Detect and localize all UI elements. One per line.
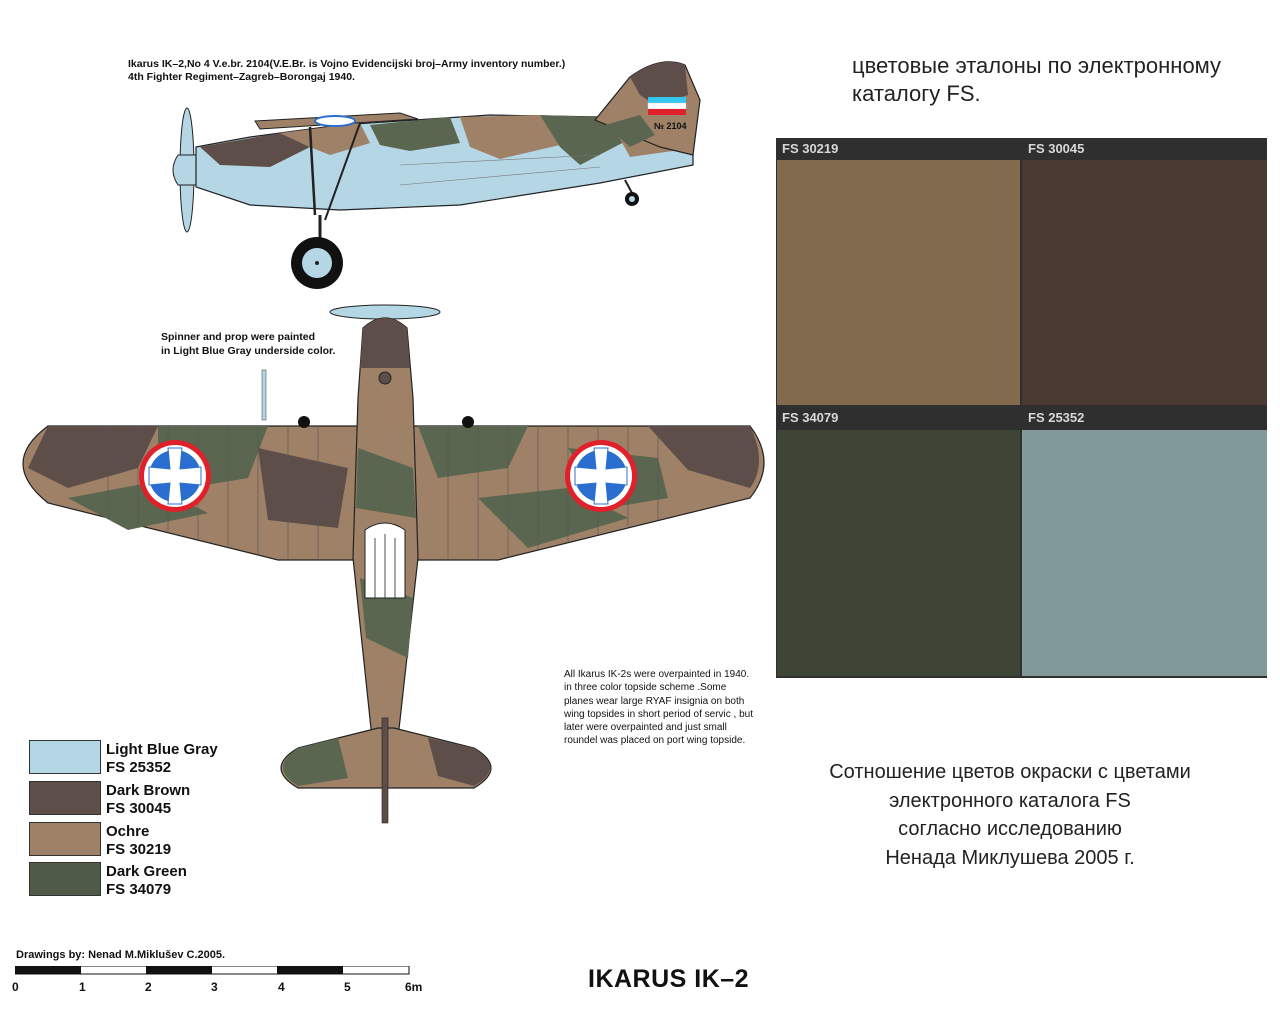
relation-line-1: Сотношение цветов окраски с цветами: [829, 761, 1191, 783]
cowling-detail: [379, 372, 391, 384]
swatch-label: FS 30219: [782, 141, 839, 156]
tail-wheel-hub: [629, 196, 635, 202]
wheel-axle: [315, 261, 319, 265]
scale-bar: [15, 966, 411, 976]
fs-swatch-panel: [776, 138, 1267, 678]
wing-roundel-side: [315, 116, 355, 126]
scale-label-0: 0: [12, 980, 19, 994]
caption-line-1: Ikarus IK–2,No 4 V.e.br. 2104(V.E.Br. is Vojno Evidencijski broj–Army inventory number.): [128, 58, 566, 70]
relation-line-3: согласно исследованию: [898, 818, 1122, 840]
fs-reference-title: [852, 52, 1221, 108]
wheel-top: [462, 416, 474, 428]
swatch-label: FS 34079: [782, 410, 839, 425]
swatch-color: [777, 430, 1020, 676]
spinner-note-line-2: in Light Blue Gray underside color.: [161, 345, 336, 357]
legend-color-box: [29, 822, 101, 856]
swatch-color: [1022, 430, 1267, 676]
swatch-color: [1022, 160, 1267, 405]
scale-segment: [277, 966, 343, 974]
antenna-mast: [262, 370, 266, 420]
roundel-right: [565, 440, 637, 512]
scale-label-6m: 6m: [405, 980, 423, 994]
scale-segment: [146, 966, 212, 974]
swatch-color: [777, 160, 1020, 405]
overpaint-note: All Ikarus IK-2s were overpainted in 1940. in three color topside scheme .Some planes wear large RYAF insignia on both wing topsides in short period of servic , but later were overpainted and just small roundel was placed on port wing topside.: [564, 669, 753, 747]
scale-segment: [15, 966, 81, 974]
legend-code: FS 30219: [106, 841, 172, 858]
swatch-label: FS 25352: [1028, 410, 1085, 425]
legend-code: FS 34079: [106, 881, 172, 898]
roundel-left: [139, 440, 211, 512]
propeller-top: [330, 305, 440, 319]
legend-color-box: [29, 862, 101, 896]
fs-title-line-2: каталогу FS.: [852, 81, 981, 106]
tail-flag-blue: [648, 97, 686, 103]
swatch-fs-30219: [776, 138, 1021, 408]
legend-color-box: [29, 781, 101, 815]
relation-line-2: электронного каталога FS: [889, 789, 1131, 812]
legend-code: FS 25352: [106, 759, 172, 776]
tail-wheel-leg: [625, 180, 632, 193]
scale-label-5: 5: [344, 980, 351, 994]
swatch-fs-25352: [1022, 407, 1267, 678]
caption-line-2: 4th Fighter Regiment–Zagreb–Borongaj 1940.: [128, 71, 355, 83]
scale-label-1: 1: [79, 980, 86, 994]
spinner: [173, 155, 196, 185]
legend-name: Dark Green: [106, 863, 187, 880]
fs-title-line-1: цветовые эталоны по электронному: [852, 53, 1222, 78]
scale-label-3: 3: [211, 980, 218, 994]
spinner-note-line-1: Spinner and prop were painted: [161, 331, 316, 343]
tail-flag-white: [648, 103, 686, 109]
tail-number: № 2104: [654, 121, 687, 131]
aircraft-title: IKARUS IK–2: [588, 965, 750, 993]
scale-label-4: 4: [278, 980, 285, 994]
camo-patch: [283, 738, 348, 786]
legend-name: Light Blue Gray: [106, 741, 218, 758]
legend-code: FS 30045: [106, 800, 172, 817]
color-relation-note: [790, 758, 1230, 872]
swatch-label: FS 30045: [1028, 141, 1085, 156]
drawing-credits: Drawings by: Nenad M.Miklušev C.2005.: [16, 949, 226, 961]
scale-label-2: 2: [145, 980, 152, 994]
swatch-fs-30045: [1022, 138, 1267, 408]
legend-name: Ochre: [106, 823, 150, 840]
side-view-drawing: [160, 55, 705, 295]
rudder-top: [382, 718, 388, 823]
swatch-fs-34079: [776, 407, 1021, 678]
legend-color-box: [29, 740, 101, 774]
wheel-top: [298, 416, 310, 428]
camo-patch: [360, 318, 410, 368]
relation-line-4: Ненада Миклушева 2005 г.: [885, 846, 1135, 869]
legend-name: Dark Brown: [106, 782, 191, 799]
tail-flag-red: [648, 109, 686, 115]
